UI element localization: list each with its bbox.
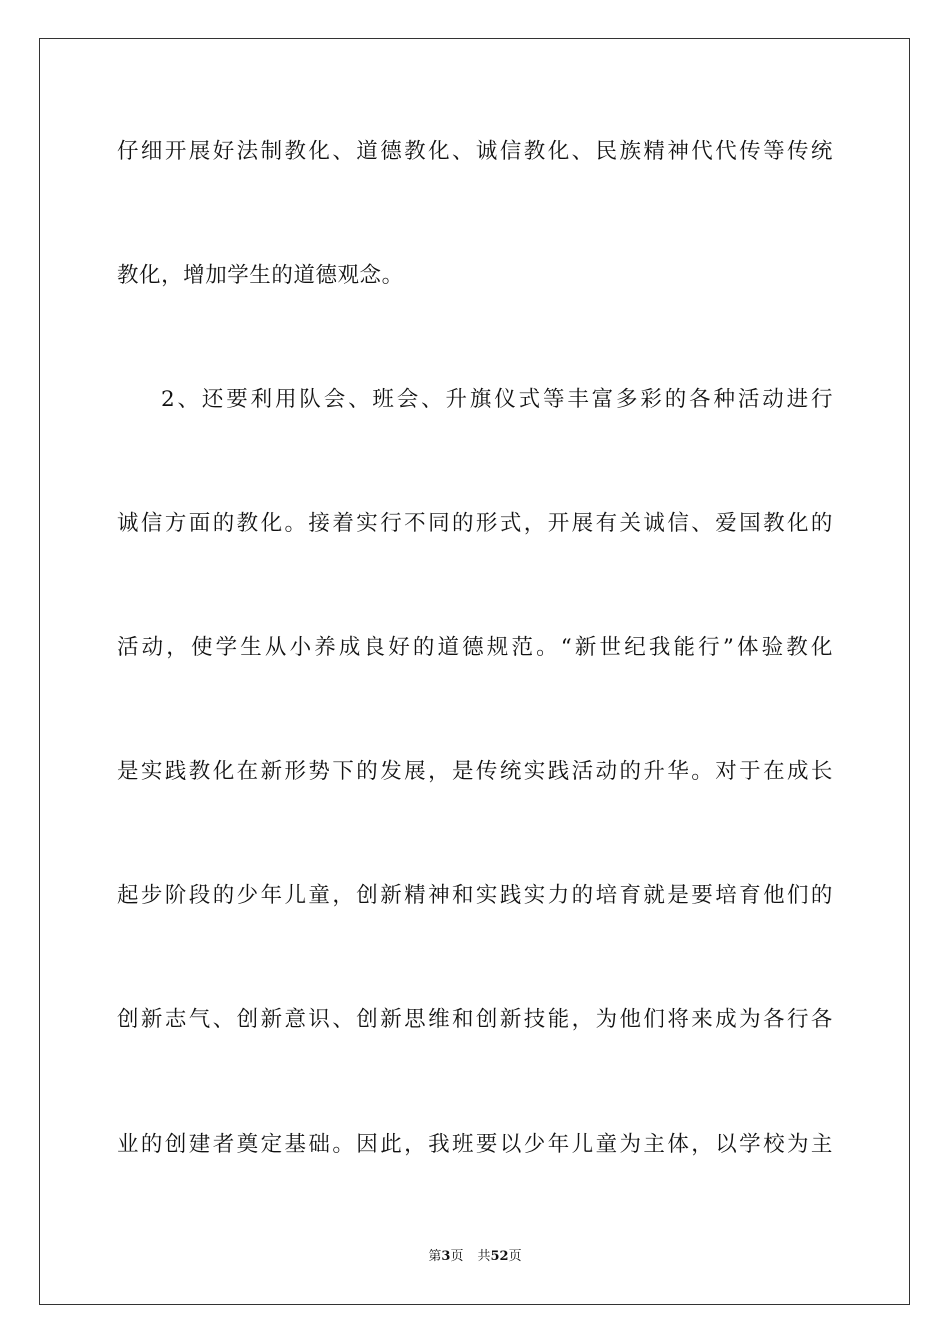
footer-page-suffix: 页 xyxy=(450,1249,464,1264)
footer-total-pages: 52 xyxy=(490,1249,509,1264)
text-line-5: 活动，使学生从小养成良好的道德规范。“新世纪我能行”体验教化 xyxy=(117,635,833,660)
text-line-9: 业的创建者奠定基础。因此，我班要以少年儿童为主体，以学校为主 xyxy=(117,1132,833,1157)
text-line-2: 教化，增加学生的道德观念。 xyxy=(117,263,404,288)
text-line-6: 是实践教化在新形势下的发展，是传统实践活动的升华。对于在成长 xyxy=(117,759,833,784)
text-line-7: 起步阶段的少年儿童，创新精神和实践实力的培育就是要培育他们的 xyxy=(117,883,833,908)
text-line-4: 诚信方面的教化。接着实行不同的形式，开展有关诚信、爱国教化的 xyxy=(117,511,833,536)
text-line-1: 仔细开展好法制教化、道德教化、诚信教化、民族精神代代传等传统 xyxy=(117,139,833,164)
page-footer xyxy=(0,1248,950,1266)
text-line-8: 创新志气、创新意识、创新思维和创新技能，为他们将来成为各行各 xyxy=(117,1007,833,1032)
footer-total-prefix: 共 xyxy=(477,1249,491,1264)
footer-total-suffix: 页 xyxy=(508,1249,522,1264)
page-border xyxy=(39,38,910,1305)
footer-page-prefix: 第 xyxy=(428,1249,442,1264)
footer-page-number: 3 xyxy=(441,1249,451,1264)
text-line-3: 2、还要利用队会、班会、升旗仪式等丰富多彩的各种活动进行 xyxy=(161,387,833,412)
